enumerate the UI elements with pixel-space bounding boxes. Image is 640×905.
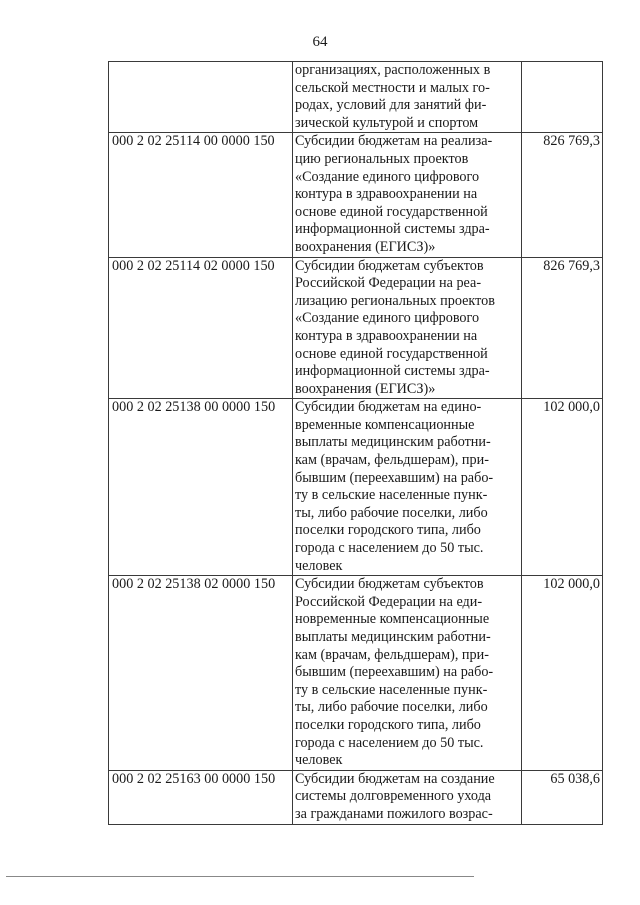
budget-code-cell: 000 2 02 25138 02 0000 150	[109, 576, 293, 771]
description-line: выплаты медицинским работни-	[295, 434, 491, 451]
description-line: кам (врачам, фельдшерам), при-	[295, 646, 489, 663]
table-row	[109, 133, 603, 257]
amount-cell	[522, 62, 603, 133]
description-cell	[293, 62, 522, 133]
table-row	[109, 62, 603, 133]
description-line: основе единой государственной	[295, 345, 488, 362]
description-line: сельской местности и малых го-	[295, 79, 490, 96]
description-line: временные компенсационные	[295, 416, 475, 433]
description-cell	[293, 399, 522, 576]
description-line: ту в сельские населенные пунк-	[295, 487, 488, 504]
description-line: «Создание единого цифрового	[295, 310, 480, 327]
description-line: человек	[295, 752, 343, 769]
description-cell	[293, 133, 522, 257]
description-line: информационной системы здра-	[295, 221, 490, 238]
description-line: выплаты медицинским работни-	[295, 629, 491, 645]
amount-cell: 826 769,3	[522, 133, 603, 257]
description-line: контура в здравоохранении на	[295, 327, 478, 344]
description-line: человек	[295, 557, 343, 574]
description-line: информационной системы здра-	[295, 363, 490, 380]
description-cell	[293, 576, 522, 771]
budget-code-cell: 000 2 02 25114 02 0000 150	[109, 257, 293, 399]
description-line: Российской Федерации на еди-	[295, 593, 483, 610]
budget-code-cell: 000 2 02 25138 00 0000 150	[109, 399, 293, 576]
description-line: «Создание единого цифрового	[295, 168, 480, 185]
description-line: поселки городского типа, либо	[295, 522, 481, 539]
description-line: города с населением до 50 тыс.	[295, 734, 484, 751]
description-line: Субсидии бюджетам на едино-	[295, 399, 482, 416]
page-number: 64	[312, 34, 328, 50]
description-line: Субсидии бюджетам на реализа-	[295, 133, 493, 150]
description-line: ты, либо рабочие поселки, либо	[295, 699, 488, 716]
table-row	[109, 399, 603, 576]
budget-code-cell	[109, 62, 293, 133]
budget-code-cell: 000 2 02 25163 00 0000 150	[109, 770, 293, 824]
description-cell	[293, 770, 522, 824]
description-line: ты, либо рабочие поселки, либо	[295, 504, 488, 521]
description-line: основе единой государственной	[295, 203, 488, 220]
description-line: контура в здравоохранении на	[295, 186, 478, 203]
description-cell	[293, 257, 522, 399]
description-line: цию региональных проектов	[295, 150, 469, 167]
description-line: зической культурой и спортом	[295, 114, 479, 131]
budget-table	[108, 61, 603, 825]
page-bottom-rule	[6, 876, 474, 877]
description-line: лизацию региональных проектов	[295, 292, 495, 309]
amount-cell: 102 000,0	[522, 576, 603, 771]
description-line: бывшим (переехавшим) на рабо-	[295, 469, 494, 486]
description-line: города с населением до 50 тыс.	[295, 540, 484, 557]
description-line: за гражданами пожилого возрас-	[295, 805, 493, 822]
amount-cell: 826 769,3	[522, 257, 603, 399]
description-line: новременные компенсационные	[295, 611, 490, 628]
description-line: Субсидии бюджетам на создание	[295, 770, 495, 787]
description-line: Субсидии бюджетам субъектов	[295, 576, 484, 593]
description-line: Субсидии бюджетам субъектов	[295, 257, 484, 274]
table-row	[109, 257, 603, 399]
description-line: Российской Федерации на реа-	[295, 275, 482, 292]
description-line: воохранения (ЕГИСЗ)»	[295, 380, 436, 397]
description-line: ту в сельские населенные пунк-	[295, 681, 488, 698]
table-row	[109, 576, 603, 771]
description-line: поселки городского типа, либо	[295, 716, 481, 733]
table-row	[109, 770, 603, 824]
description-line: организациях, расположенных в	[295, 62, 491, 78]
amount-cell: 102 000,0	[522, 399, 603, 576]
amount-cell: 65 038,6	[522, 770, 603, 824]
description-line: воохранения (ЕГИСЗ)»	[295, 238, 436, 255]
description-line: бывшим (переехавшим) на рабо-	[295, 664, 494, 681]
description-line: системы долговременного ухода	[295, 788, 492, 805]
description-line: кам (врачам, фельдшерам), при-	[295, 452, 489, 469]
budget-code-cell: 000 2 02 25114 00 0000 150	[109, 133, 293, 257]
description-line: родах, условий для занятий фи-	[295, 97, 487, 114]
